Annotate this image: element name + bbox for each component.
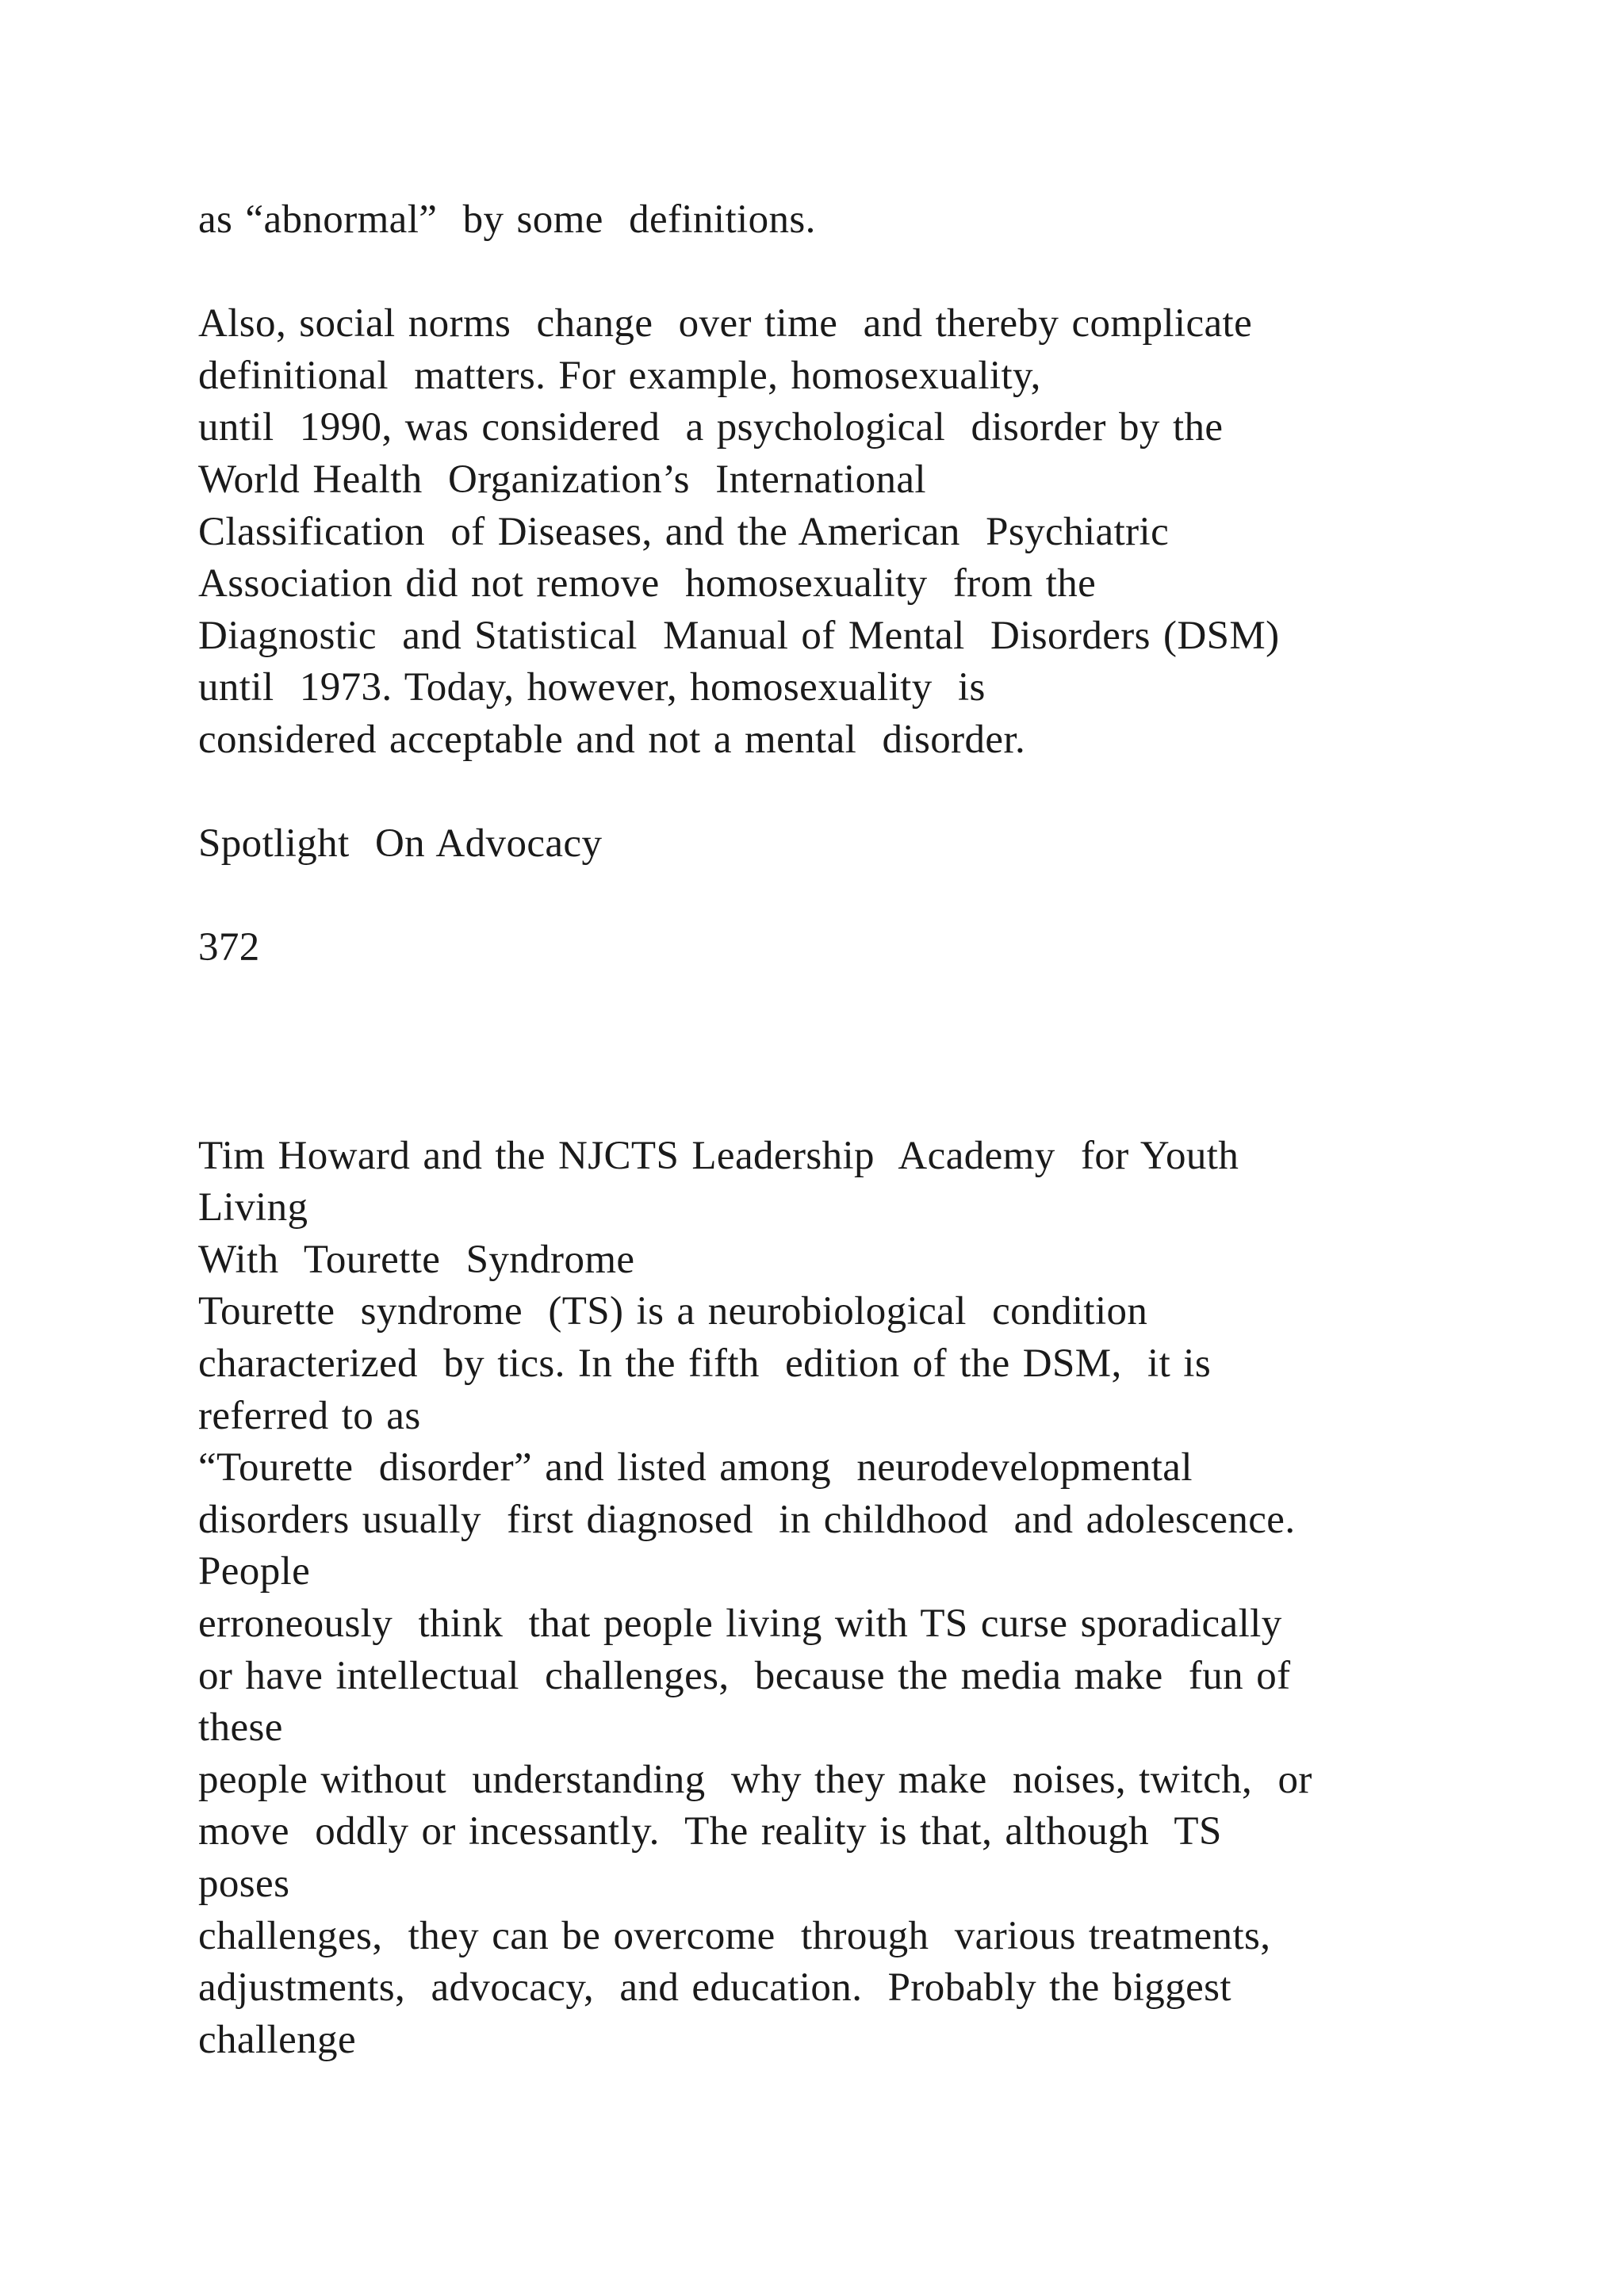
text-line: Diagnostic and Statistical Manual of Mental Disorders (DSM): [198, 613, 1280, 658]
text-line: adjustments, advocacy, and education. Probably the biggest: [198, 1965, 1231, 2011]
text-line: considered acceptable and not a mental disorder.: [198, 717, 1026, 762]
text-line: challenge: [198, 2017, 356, 2062]
text-line: Living: [198, 1185, 308, 1230]
paragraph-gap: [198, 767, 1467, 819]
text-line: People: [198, 1549, 311, 1594]
text-line: Tim Howard and the NJCTS Leadership Academy for Youth: [198, 1133, 1239, 1178]
text-line: or have intellectual challenges, because the media make fun of: [198, 1653, 1291, 1698]
text-line: until 1973. Today, however, homosexuality is: [198, 665, 986, 710]
paragraph-tourette-syndrome: [198, 1131, 1467, 2067]
text-line: characterized by tics. In the fifth edition of the DSM, it is: [198, 1341, 1212, 1387]
text-line: erroneously think that people living with TS curse sporadically: [198, 1601, 1282, 1647]
text-line: With Tourette Syndrome: [198, 1237, 635, 1282]
text-line: Also, social norms change over time and thereby complicate: [198, 301, 1253, 346]
text-line: definitional matters. For example, homosexuality,: [198, 353, 1041, 398]
text-line: Association did not remove homosexuality from the: [198, 561, 1097, 607]
text-line: until 1990, was considered a psychological disorder by the: [198, 405, 1224, 450]
text-line: “Tourette disorder” and listed among neurodevelopmental: [198, 1445, 1193, 1490]
text-line: Classification of Diseases, and the American Psychiatric: [198, 509, 1170, 554]
text-line: referred to as: [198, 1393, 421, 1438]
text-line: move oddly or incessantly. The reality is that, although TS: [198, 1809, 1222, 1854]
paragraph-social-norms: [198, 298, 1467, 766]
page-break-gap: [198, 974, 1467, 1131]
document-body: [198, 194, 1467, 2066]
text-line: Tourette syndrome (TS) is a neurobiological condition: [198, 1289, 1148, 1334]
page-number-block: [198, 922, 1467, 974]
text-line: these: [198, 1705, 283, 1751]
section-heading-text: Spotlight On Advocacy: [198, 821, 603, 867]
text-line: people without understanding why they make noises, twitch, or: [198, 1757, 1312, 1802]
text-line: World Health Organization’s International: [198, 457, 926, 502]
paragraph-gap: [198, 247, 1467, 299]
paragraph-abnormal-definitions: [198, 194, 1467, 247]
text-line: challenges, they can be overcome through various treatments,: [198, 1913, 1271, 1958]
text-line: disorders usually first diagnosed in childhood and adolescence.: [198, 1497, 1296, 1542]
text-line: poses: [198, 1862, 290, 1907]
paragraph-gap: [198, 871, 1467, 923]
section-heading-spotlight: [198, 818, 1467, 871]
page-number: 372: [198, 925, 260, 970]
text-line: as “abnormal” by some definitions.: [198, 197, 816, 242]
